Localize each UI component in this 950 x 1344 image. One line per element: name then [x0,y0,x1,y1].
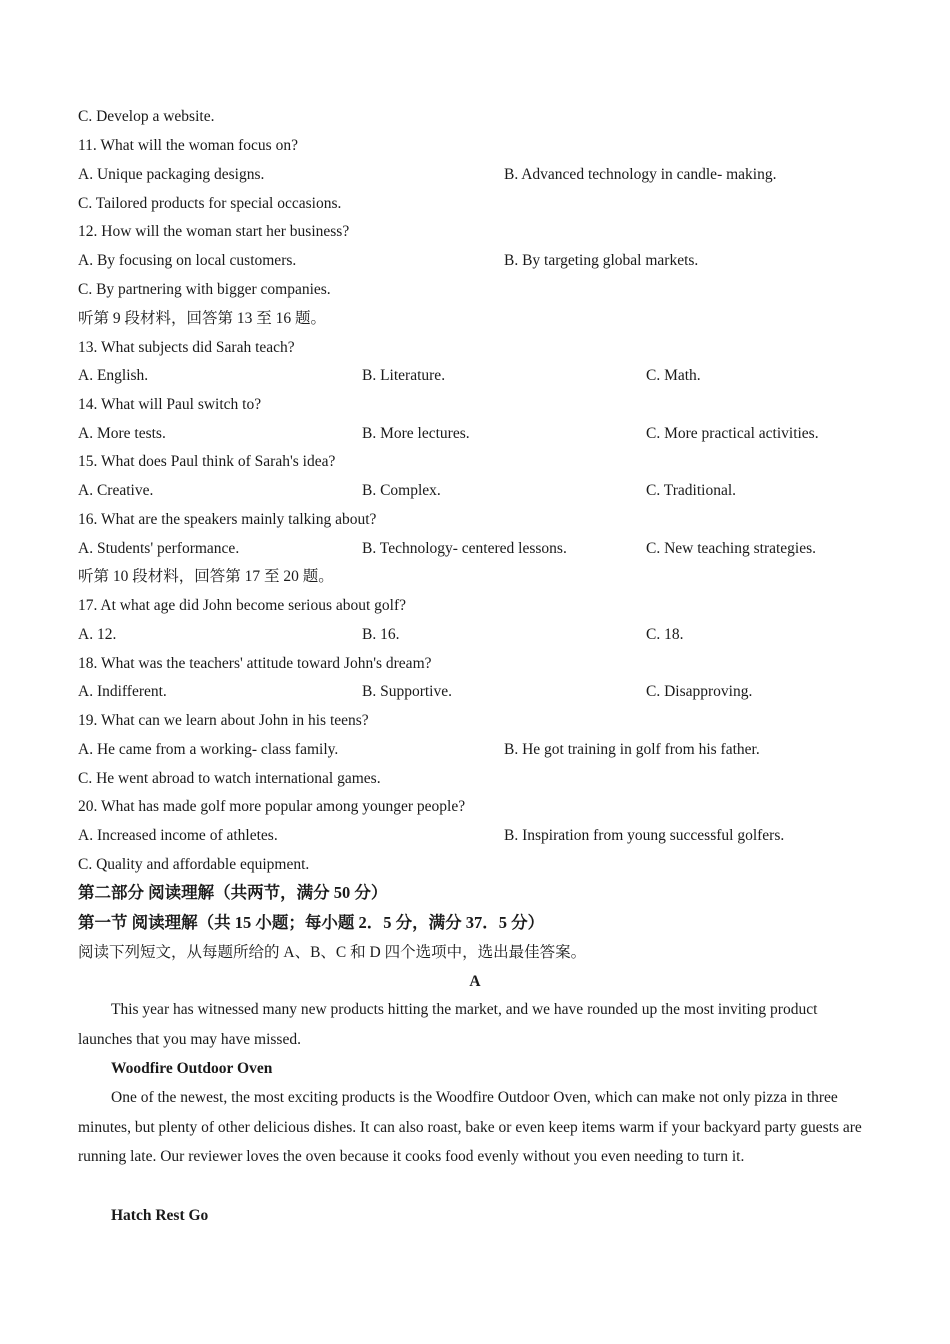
q15-option-c: C. Traditional. [646,482,737,499]
question-13: 13. What subjects did Sarah teach? [78,339,295,356]
option-c-q10: C. Develop a website. [78,108,215,125]
q17-option-a: A. 12. [78,626,117,643]
question-19: 19. What can we learn about John in his teens? [78,712,369,729]
part-2-heading: 第二部分 阅读理解（共两节，满分 50 分） [78,883,388,902]
q18-option-c: C. Disapproving. [646,683,753,700]
question-14: 14. What will Paul switch to? [78,396,262,413]
q19-option-b: B. He got training in golf from his father. [504,741,760,758]
item-2-title: Hatch Rest Go [111,1207,209,1224]
q11-option-a: A. Unique packaging designs. [78,166,265,183]
q11-option-c: C. Tailored products for special occasions. [78,195,342,212]
question-12: 12. How will the woman start her business? [78,223,350,240]
q19-option-a: A. He came from a working- class family. [78,741,339,758]
q13-option-a: A. English. [78,367,149,384]
q12-option-a: A. By focusing on local customers. [78,252,297,269]
q17-option-c: C. 18. [646,626,684,643]
item-1-title: Woodfire Outdoor Oven [111,1060,273,1077]
q12-option-b: B. By targeting global markets. [504,252,699,269]
q19-option-c: C. He went abroad to watch international games. [78,770,381,787]
q13-option-b: B. Literature. [362,367,446,384]
question-16: 16. What are the speakers mainly talking about? [78,511,377,528]
question-18: 18. What was the teachers' attitude toward John's dream? [78,655,432,672]
q17-option-b: B. 16. [362,626,400,643]
q18-option-b: B. Supportive. [362,683,452,700]
passage-intro: This year has witnessed many new products hitting the market, and we have rounded up the most inviting product launches that you may have missed. [78,1001,818,1048]
q14-option-c: C. More practical activities. [646,425,819,442]
q16-option-b: B. Technology- centered lessons. [362,540,567,557]
q20-option-b: B. Inspiration from young successful golfers. [504,827,785,844]
q20-option-a: A. Increased income of athletes. [78,827,278,844]
item-1-text: One of the newest, the most exciting products is the Woodfire Outdoor Oven, which can make not only pizza in three minutes, but plenty of other delicious dishes. It can also roast, bake or even keep items warm if your backyard party guests are running late. Our reviewer loves the oven because it cooks food evenly without you even needing to turn it. [78,1089,862,1165]
reading-instruction: 阅读下列短文，从每题所给的 A、B、C 和 D 四个选项中，选出最佳答案。 [78,944,587,961]
q18-option-a: A. Indifferent. [78,683,167,700]
section-1-heading: 第一节 阅读理解（共 15 小题；每小题 2．5 分，满分 37．5 分） [78,913,545,932]
section-10-instruction: 听第 10 段材料，回答第 17 至 20 题。 [78,568,334,585]
question-15: 15. What does Paul think of Sarah's idea? [78,453,336,470]
q16-option-c: C. New teaching strategies. [646,540,817,557]
q15-option-a: A. Creative. [78,482,154,499]
q12-option-c: C. By partnering with bigger companies. [78,281,331,298]
q16-option-a: A. Students' performance. [78,540,240,557]
q11-option-b: B. Advanced technology in candle- making. [504,166,777,183]
q14-option-a: A. More tests. [78,425,166,442]
question-11: 11. What will the woman focus on? [78,137,298,154]
section-9-instruction: 听第 9 段材料，回答第 13 至 16 题。 [78,310,327,327]
q13-option-c: C. Math. [646,367,701,384]
q15-option-b: B. Complex. [362,482,441,499]
question-20: 20. What has made golf more popular among younger people? [78,798,466,815]
q20-option-c: C. Quality and affordable equipment. [78,856,310,873]
passage-label: A [469,973,481,990]
q14-option-b: B. More lectures. [362,425,470,442]
question-17: 17. At what age did John become serious about golf? [78,597,407,614]
